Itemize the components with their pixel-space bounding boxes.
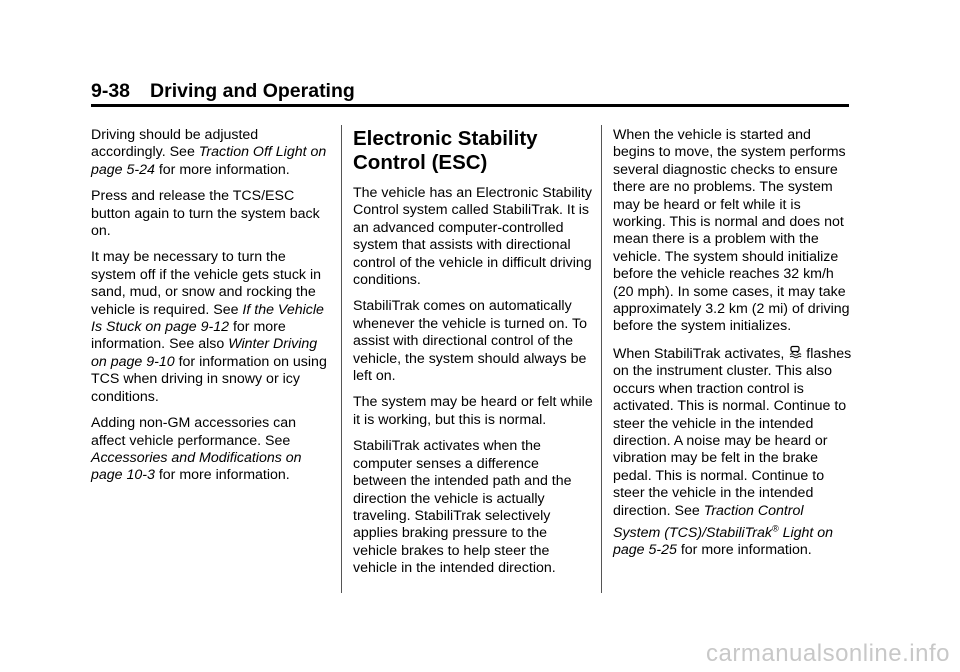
registered-mark: ® [771,522,779,533]
paragraph: StabiliTrak activates when the computer senses a difference between the intended path and the direction the vehicle is actually traveling. StabiliTrak selectively applies braking pressure to the vehicle brakes to help steer the vehicle in the intended direction. [353,438,572,577]
text: Driving should be adjusted accordingly. See [91,127,259,161]
page-number: 9-38 [91,80,131,102]
watermark: carmanualsonline.info [706,640,950,667]
text: Adding non-GM accessories can affect vehicle performance. See [91,415,297,449]
section-heading: Electronic Stability Control (ESC) [353,127,538,174]
column-divider [601,125,602,593]
text: flashes on the instrument cluster. This also occurs when traction control is activated. This is normal. Continue to steer the vehicle in the intended direction. A noise may be heard or vibration may be felt in the brake pedal. This is normal. Continue to steer the vehicle in the intended direction. See [613,345,852,519]
text: Traction Control System (TCS)/StabiliTrak [613,502,804,541]
paragraph [91,249,331,406]
paragraph: The vehicle has an Electronic Stability Control system called StabiliTrak. It is an advanced computer-controlled system that assists with directional control of the vehicle in difficult driving conditions. [353,185,592,289]
paragraph [91,415,331,485]
text: It may be necessary to turn the system off if the vehicle gets stuck in sand, mud, or snow and rocking the vehicle is required. See [91,249,321,318]
paragraph [91,127,331,179]
text: for more information. [154,467,290,484]
column-right [613,127,853,568]
paragraph: Press and release the TCS/ESC button again to turn the system back on. [91,188,320,240]
paragraph: When the vehicle is started and begins to move, the system performs several diagnostic checks to ensure there are no problems. The system may be heard or felt while it is working. This is normal and does not mean there is a problem with the vehicle. The system should initialize before the vehicle reaches 32 km/h (20 mph). In some cases, it may take approximately 3.2 km (2 mi) of driving before the system initializes. [613,127,850,335]
column-middle [353,127,593,587]
stability-control-icon [788,345,802,359]
text: for more information. [676,542,812,559]
section-title: Driving and Operating [150,80,355,102]
header-rule [91,104,849,107]
text: Light on page 5-25 [613,524,834,559]
page-reference-link[interactable]: Accessories and Modifications on page 10-3 [91,449,302,484]
paragraph: The system may be heard or felt while it is working, but this is normal. [353,394,593,428]
page-reference-link[interactable]: If the Vehicle Is Stuck on page 9-12 [91,301,324,336]
page-reference-link[interactable]: Winter Driving on page 9-10 [91,336,318,370]
text: for more information. See also [91,319,286,353]
paragraph: StabiliTrak comes on automatically whenever the vehicle is turned on. To assist with directional control of the vehicle, the system should always be left on. [353,298,587,385]
text: for information on using TCS when driving in snowy or icy conditions. [91,353,327,405]
column-left [91,127,331,494]
paragraph [613,345,853,560]
text: for more information. [154,161,290,178]
page-reference-link[interactable]: Traction Off Light on page 5-24 [91,144,327,178]
text: When StabiliTrak activates, [613,345,789,362]
column-divider [341,125,342,593]
